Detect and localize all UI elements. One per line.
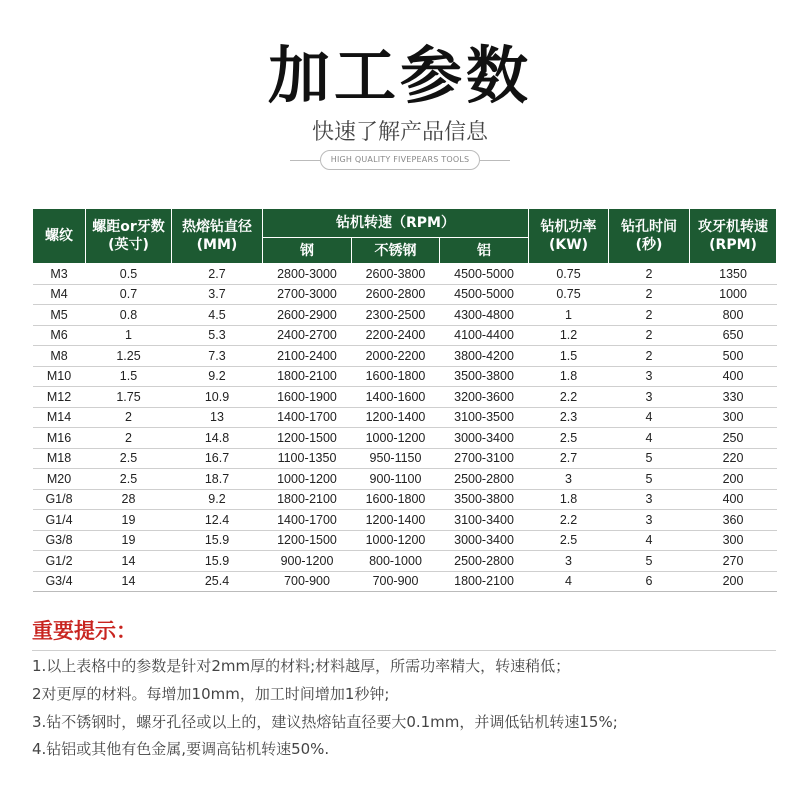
table-cell: 2 xyxy=(609,264,690,285)
table-cell: 2 xyxy=(86,407,172,428)
table-row xyxy=(33,530,777,551)
table-row xyxy=(33,469,777,490)
table-cell: G3/8 xyxy=(33,530,86,551)
table-row xyxy=(33,325,777,346)
header-thread: 螺纹 xyxy=(33,209,86,264)
table-cell: 3100-3500 xyxy=(440,407,529,428)
table-cell: 3500-3800 xyxy=(440,489,529,510)
table-cell: 14 xyxy=(86,571,172,592)
table-cell: 28 xyxy=(86,489,172,510)
table-cell: 1600-1900 xyxy=(263,387,352,408)
table-cell: 1.2 xyxy=(529,325,609,346)
table-cell: 2 xyxy=(609,305,690,326)
table-cell: 5.3 xyxy=(172,325,263,346)
table-row xyxy=(33,448,777,469)
table-cell: 1600-1800 xyxy=(352,366,440,387)
table-cell: 3 xyxy=(529,469,609,490)
table-cell: M4 xyxy=(33,284,86,305)
table-cell: 220 xyxy=(690,448,777,469)
table-cell: 1600-1800 xyxy=(352,489,440,510)
table-cell: 1400-1700 xyxy=(263,510,352,531)
table-cell: 2300-2500 xyxy=(352,305,440,326)
table-cell: 300 xyxy=(690,407,777,428)
header-tap-speed: 攻牙机转速 (RPM) xyxy=(690,209,777,264)
table-cell: 4300-4800 xyxy=(440,305,529,326)
table-cell: 1200-1500 xyxy=(263,428,352,449)
header-time: 钻孔时间 (秒) xyxy=(609,209,690,264)
parameter-table xyxy=(32,208,777,592)
note-item: 1.以上表格中的参数是针对2mm厚的材料;材料越厚，所需功率精大，转速稍低； xyxy=(32,657,571,675)
table-cell: 25.4 xyxy=(172,571,263,592)
table-cell: 14.8 xyxy=(172,428,263,449)
table-cell: 2100-2400 xyxy=(263,346,352,367)
table-cell: 3 xyxy=(609,489,690,510)
note-item: 4.钻铝或其他有色金属,要调高钻机转速50%. xyxy=(32,740,330,758)
table-cell: M18 xyxy=(33,448,86,469)
table-cell: 700-900 xyxy=(263,571,352,592)
table-cell: 4 xyxy=(609,428,690,449)
table-cell: 3 xyxy=(609,387,690,408)
table-cell: 4100-4400 xyxy=(440,325,529,346)
table-cell: 3000-3400 xyxy=(440,530,529,551)
table-cell: 1400-1700 xyxy=(263,407,352,428)
table-cell: 2700-3100 xyxy=(440,448,529,469)
note-item: 3.钻不锈钢时，螺牙孔径或以上的，建议热熔钻直径要大0.1mm，并调低钻机转速15%; xyxy=(32,713,618,731)
table-cell: 1 xyxy=(86,325,172,346)
table-cell: 0.8 xyxy=(86,305,172,326)
table-cell: 2.5 xyxy=(529,530,609,551)
table-cell: 4 xyxy=(529,571,609,592)
table-cell: 6 xyxy=(609,571,690,592)
table-cell: 2500-2800 xyxy=(440,551,529,572)
header-stainless: 不锈钢 xyxy=(352,238,440,264)
table-cell: M10 xyxy=(33,366,86,387)
table-cell: 2700-3000 xyxy=(263,284,352,305)
table-cell: 3200-3600 xyxy=(440,387,529,408)
table-cell: 2600-3800 xyxy=(352,264,440,285)
table-cell: 1 xyxy=(529,305,609,326)
table-cell: 2.5 xyxy=(86,448,172,469)
header-steel: 钢 xyxy=(263,238,352,264)
table-cell: 1000-1200 xyxy=(352,428,440,449)
table-cell: 2800-3000 xyxy=(263,264,352,285)
table-cell: 7.3 xyxy=(172,346,263,367)
table-cell: 4.5 xyxy=(172,305,263,326)
table-cell: 5 xyxy=(609,448,690,469)
table-cell: 4500-5000 xyxy=(440,284,529,305)
table-cell: 13 xyxy=(172,407,263,428)
table-cell: M6 xyxy=(33,325,86,346)
table-cell: 1000-1200 xyxy=(263,469,352,490)
table-cell: M5 xyxy=(33,305,86,326)
table-cell: 2.2 xyxy=(529,510,609,531)
table-cell: 2500-2800 xyxy=(440,469,529,490)
table-cell: 2200-2400 xyxy=(352,325,440,346)
table-cell: 10.9 xyxy=(172,387,263,408)
table-cell: M3 xyxy=(33,264,86,285)
table-cell: M8 xyxy=(33,346,86,367)
table-cell: 950-1150 xyxy=(352,448,440,469)
table-row xyxy=(33,551,777,572)
table-cell: 3100-3400 xyxy=(440,510,529,531)
table-cell: 360 xyxy=(690,510,777,531)
table-cell: 800 xyxy=(690,305,777,326)
table-cell: 1800-2100 xyxy=(440,571,529,592)
table-row xyxy=(33,407,777,428)
table-cell: 1800-2100 xyxy=(263,489,352,510)
table-cell: 250 xyxy=(690,428,777,449)
table-cell: 1200-1400 xyxy=(352,407,440,428)
table-cell: 1.8 xyxy=(529,366,609,387)
table-cell: 19 xyxy=(86,510,172,531)
notes-title: 重要提示： xyxy=(32,619,137,643)
table-cell: 1.8 xyxy=(529,489,609,510)
header-drill-diameter: 热熔钻直径 (MM) xyxy=(172,209,263,264)
table-cell: 200 xyxy=(690,571,777,592)
table-row xyxy=(33,366,777,387)
table-cell: 1800-2100 xyxy=(263,366,352,387)
table-cell: 330 xyxy=(690,387,777,408)
table-cell: 19 xyxy=(86,530,172,551)
page-subtitle: 快速了解产品信息 xyxy=(311,120,488,145)
table-cell: 1200-1400 xyxy=(352,510,440,531)
table-cell: M16 xyxy=(33,428,86,449)
table-cell: 3 xyxy=(529,551,609,572)
table-cell: 15.9 xyxy=(172,530,263,551)
table-cell: 5 xyxy=(609,551,690,572)
table-cell: 800-1000 xyxy=(352,551,440,572)
table-cell: 2 xyxy=(86,428,172,449)
table-cell: 3 xyxy=(609,510,690,531)
table-cell: G1/2 xyxy=(33,551,86,572)
table-cell: 900-1200 xyxy=(263,551,352,572)
table-cell: 1000 xyxy=(690,284,777,305)
table-cell: G1/8 xyxy=(33,489,86,510)
table-cell: 3800-4200 xyxy=(440,346,529,367)
table-cell: 0.7 xyxy=(86,284,172,305)
table-cell: 1100-1350 xyxy=(263,448,352,469)
table-cell: 9.2 xyxy=(172,366,263,387)
table-cell: 3 xyxy=(609,366,690,387)
table-cell: 2.2 xyxy=(529,387,609,408)
table-cell: 1.25 xyxy=(86,346,172,367)
table-cell: 1000-1200 xyxy=(352,530,440,551)
table-cell: 9.2 xyxy=(172,489,263,510)
table-cell: 200 xyxy=(690,469,777,490)
table-row xyxy=(33,387,777,408)
table-cell: 0.5 xyxy=(86,264,172,285)
table-cell: 3000-3400 xyxy=(440,428,529,449)
table-cell: 400 xyxy=(690,366,777,387)
table-row xyxy=(33,510,777,531)
table-cell: M12 xyxy=(33,387,86,408)
tagline-right-rule xyxy=(480,160,510,161)
tagline-decoration xyxy=(290,150,510,172)
table-cell: 300 xyxy=(690,530,777,551)
table-cell: 1350 xyxy=(690,264,777,285)
table-row xyxy=(33,489,777,510)
tagline: HIGH QUALITY FIVEPEARS TOOLS xyxy=(320,150,480,170)
table-cell: 2.3 xyxy=(529,407,609,428)
header-aluminum: 铝 xyxy=(440,238,529,264)
table-cell: 1.5 xyxy=(86,366,172,387)
table-cell: G3/4 xyxy=(33,571,86,592)
table-cell: 5 xyxy=(609,469,690,490)
header-speed-group: 钻机转速（RPM） xyxy=(263,209,529,238)
notes-divider xyxy=(32,650,776,651)
header-pitch: 螺距or牙数 (英寸) xyxy=(86,209,172,264)
table-cell: 0.75 xyxy=(529,264,609,285)
table-row xyxy=(33,428,777,449)
table-cell: 2.7 xyxy=(172,264,263,285)
table-cell: 650 xyxy=(690,325,777,346)
table-cell: 2400-2700 xyxy=(263,325,352,346)
table-cell: 14 xyxy=(86,551,172,572)
table-row xyxy=(33,264,777,285)
table-cell: 3.7 xyxy=(172,284,263,305)
table-cell: 15.9 xyxy=(172,551,263,572)
table-cell: 500 xyxy=(690,346,777,367)
table-cell: M14 xyxy=(33,407,86,428)
table-cell: 1.5 xyxy=(529,346,609,367)
table-cell: 270 xyxy=(690,551,777,572)
table-cell: 2 xyxy=(609,284,690,305)
page-title: 加工参数 xyxy=(267,39,532,112)
table-cell: 900-1100 xyxy=(352,469,440,490)
table-cell: 2600-2800 xyxy=(352,284,440,305)
table-cell: 700-900 xyxy=(352,571,440,592)
table-cell: 18.7 xyxy=(172,469,263,490)
table-cell: 2600-2900 xyxy=(263,305,352,326)
table-cell: 1.75 xyxy=(86,387,172,408)
table-cell: 4 xyxy=(609,407,690,428)
table-cell: 4 xyxy=(609,530,690,551)
table-cell: 2 xyxy=(609,325,690,346)
table-cell: 16.7 xyxy=(172,448,263,469)
table-cell: 400 xyxy=(690,489,777,510)
table-body xyxy=(33,264,777,592)
table-row xyxy=(33,284,777,305)
table-cell: 1400-1600 xyxy=(352,387,440,408)
table-cell: 2.5 xyxy=(86,469,172,490)
table-cell: 0.75 xyxy=(529,284,609,305)
table-cell: G1/4 xyxy=(33,510,86,531)
table-cell: 2 xyxy=(609,346,690,367)
table-row xyxy=(33,305,777,326)
note-item: 2对更厚的材料。每增加10mm，加工时间增加1秒钟; xyxy=(32,685,390,703)
table-cell: 3500-3800 xyxy=(440,366,529,387)
header-power: 钻机功率 (KW) xyxy=(529,209,609,264)
table-row xyxy=(33,346,777,367)
table-cell: 4500-5000 xyxy=(440,264,529,285)
table-cell: 12.4 xyxy=(172,510,263,531)
table-cell: 2.7 xyxy=(529,448,609,469)
table-row xyxy=(33,571,777,592)
table-cell: 2000-2200 xyxy=(352,346,440,367)
table-cell: 2.5 xyxy=(529,428,609,449)
table-cell: 1200-1500 xyxy=(263,530,352,551)
table-cell: M20 xyxy=(33,469,86,490)
tagline-left-rule xyxy=(290,160,320,161)
